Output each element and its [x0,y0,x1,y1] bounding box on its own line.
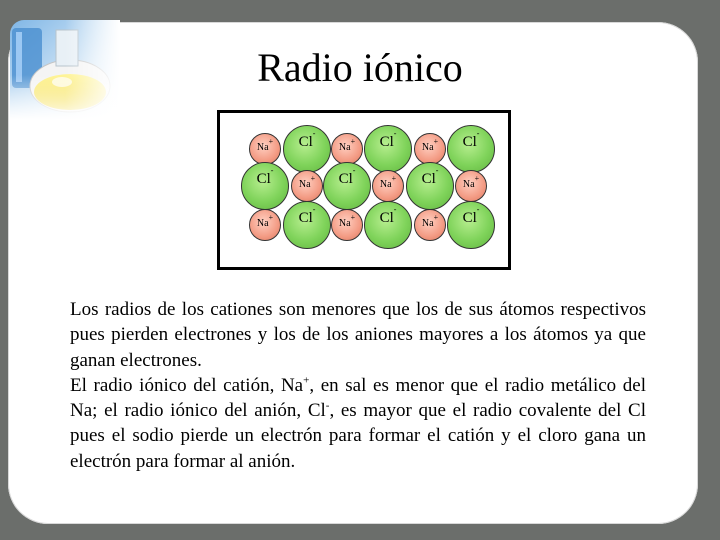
ion-symbol: Cl [256,171,271,187]
ion-symbol: Na [256,218,269,229]
ion-symbol: Na [256,142,269,153]
sodium-ion: Na + [455,170,487,202]
sodium-ion: Na + [414,133,446,165]
ion-symbol: Cl [298,134,313,150]
paragraph-text-part: , en sal es menor que el radio metálico del Na; el radio iónico del anión, Cl [70,374,646,422]
ion-symbol: Cl [462,134,477,150]
ion-symbol: Cl [379,210,394,226]
nacl-lattice-diagram [217,110,511,270]
ion-symbol: Na [338,218,351,229]
ion-symbol: Na [421,218,434,229]
chloride-ion: Cl - [283,125,331,173]
sodium-ion: Na + [372,170,404,202]
chloride-ion: Cl - [241,162,289,210]
chloride-ion: Cl - [406,162,454,210]
sodium-ion: Na + [414,209,446,241]
paragraph-cation-anion-radii: Los radios de los cationes son menores que los de sus átomos respectivos pues pierden electrones y los de los aniones mayores a los átomos ya que ganan electrones. [70,299,646,371]
ion-symbol: Na [298,179,311,190]
sodium-ion: Na + [331,133,363,165]
ion-symbol: Na [462,179,475,190]
anion-charge-superscript: - [325,399,330,412]
sodium-ion: Na + [249,133,281,165]
sodium-ion: Na + [331,209,363,241]
slide-title: Radio iónico [257,45,463,90]
ion-symbol: Cl [379,134,394,150]
sodium-ion: Na + [249,209,281,241]
chloride-ion: Cl - [447,201,495,249]
ion-symbol: Cl [298,210,313,226]
paragraph-text-part: El radio iónico del catión, Na [70,374,304,396]
ion-symbol: Na [379,179,392,190]
chloride-ion: Cl - [323,162,371,210]
ion-symbol: Cl [421,171,436,187]
body-text [70,297,646,474]
chloride-ion: Cl - [283,201,331,249]
sodium-ion: Na + [291,170,323,202]
ion-symbol: Na [338,142,351,153]
ion-symbol: Na [421,142,434,153]
paragraph-text-part: , es mayor que el radio covalente del Cl pues el sodio pierde un electrón para formar el catión y el cloro gana un electrón para formar al anión. [70,400,646,472]
ion-symbol: Cl [338,171,353,187]
chloride-ion: Cl - [447,125,495,173]
chloride-ion: Cl - [364,201,412,249]
chloride-ion: Cl - [364,125,412,173]
ion-symbol: Cl [462,210,477,226]
cation-charge-superscript: + [303,374,310,387]
paragraph-ionic-radius-comparison [70,373,646,474]
